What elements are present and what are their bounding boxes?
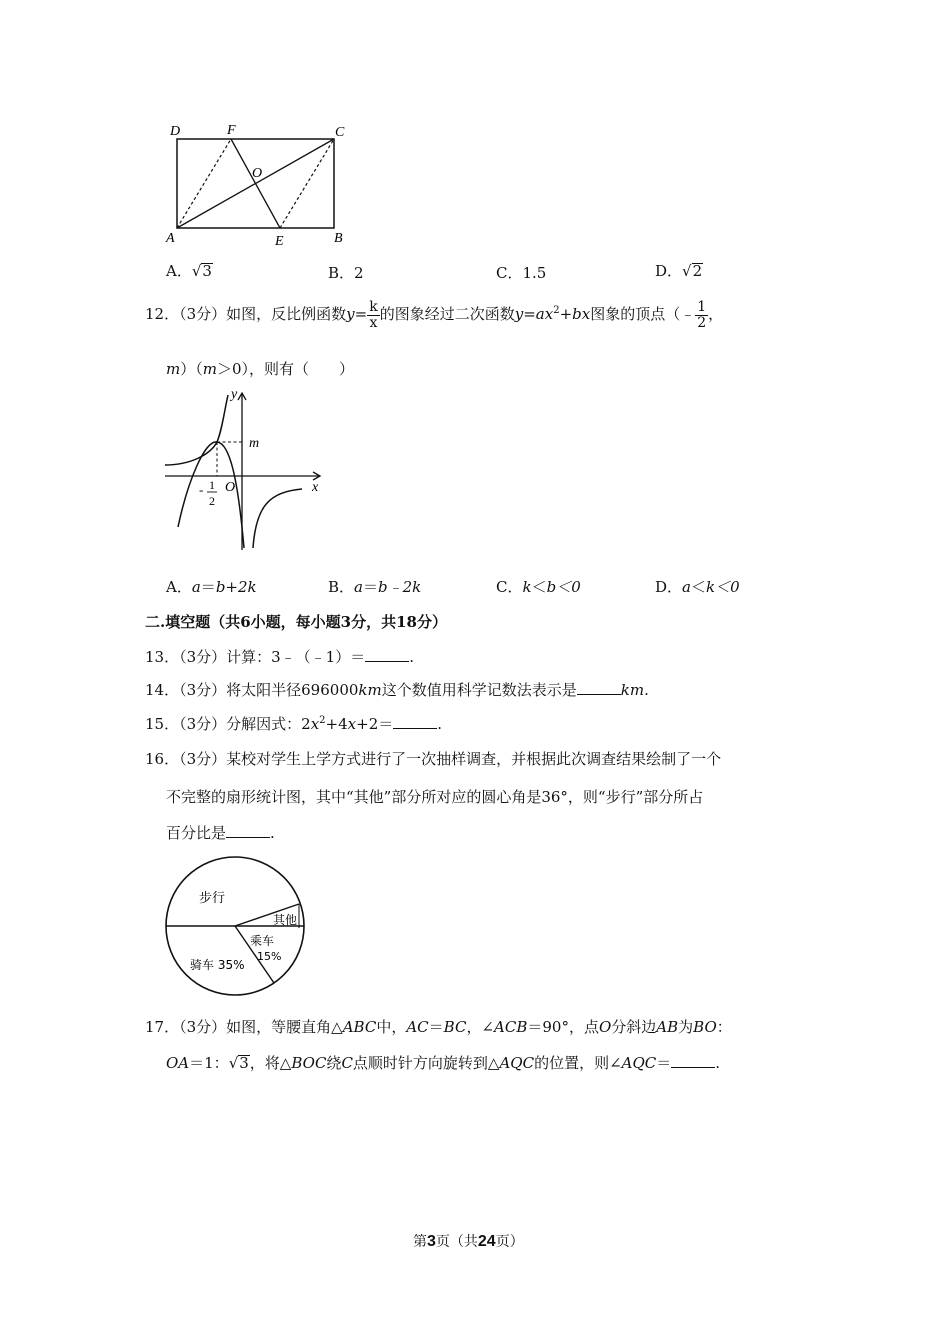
label-m: m: [249, 436, 260, 451]
q16-line1: 16．（3分）某校对学生上学方式进行了一次抽样调查，并根据此次调查结果绘制了一个: [145, 750, 722, 768]
label-a: A: [166, 231, 175, 246]
label-minus: -: [199, 482, 204, 497]
q12-option-a: A．a＝b+2k: [166, 578, 257, 596]
q12-option-c: C．k＜b＜0: [496, 578, 581, 596]
label-frac-den: 2: [209, 494, 215, 508]
pie-label-other: 其他: [273, 913, 298, 927]
label-c: C: [335, 125, 345, 140]
pie-label-bus-pct: 15%: [257, 950, 282, 963]
q11-option-c: C．1.5: [496, 264, 547, 282]
section-heading: 二.填空题（共6小题，每小题3分，共18分）: [145, 613, 447, 631]
label-f: F: [227, 123, 236, 138]
q17-line2: OA＝1：√3，将△BOC绕C点顺时针方向旋转到△AQC的位置，则∠AQC＝ .: [166, 1054, 721, 1072]
q12-line1: 12．（3分）如图，反比例函数y= $\frac{k}{x}$ 的图象经过二次函数$y=ax^2+bx$图象的顶点（﹣ $\frac{1}{2}$ ，: [145, 299, 724, 331]
q11-option-a: A．√3: [166, 262, 212, 280]
label-e: E: [275, 234, 284, 249]
figure-function-graph: [160, 385, 330, 555]
label-d: D: [170, 124, 181, 139]
q12-option-b: B．a＝b﹣2k: [328, 578, 422, 596]
q12-line2: m）（m＞0），则有（ ）: [166, 360, 355, 378]
label-frac-num: 1: [209, 478, 215, 492]
q17-line1: 17．（3分）如图，等腰直角△ABC中，AC＝BC，∠ACB＝90°，点O分斜边AB为BO：: [145, 1018, 732, 1036]
q16-line2: 不完整的扇形统计图，其中“其他”部分所对应的圆心角是36°，则“步行”部分所占: [166, 788, 704, 806]
q11-option-d: D．√2: [655, 262, 703, 280]
axis-y-label: y: [231, 387, 238, 402]
q11-option-b: B．2: [328, 264, 364, 282]
label-b: B: [334, 231, 343, 246]
label-origin: O: [225, 480, 236, 495]
q15: 15．（3分）分解因式：$2x^2+4x+2=$ .: [145, 715, 443, 733]
q13: 13．（3分）计算：3﹣（﹣1）＝ .: [145, 648, 415, 666]
pie-label-bus: 乘车: [250, 934, 275, 948]
q12-option-d: D．a＜k＜0: [655, 578, 740, 596]
axis-x-label: x: [312, 480, 319, 495]
page-footer: 第3页（共24页）: [413, 1233, 524, 1250]
pie-label-walk: 步行: [199, 891, 226, 906]
figure-pie-chart: [160, 852, 310, 1002]
pie-label-bike: 骑车 35%: [190, 958, 245, 972]
q14: 14．（3分）将太阳半径696000km这个数值用科学记数法表示是 km.: [145, 681, 649, 699]
q16-line3: 百分比是 .: [166, 824, 275, 842]
figure-rectangle-abcd: [160, 118, 360, 253]
label-o: O: [252, 166, 263, 181]
